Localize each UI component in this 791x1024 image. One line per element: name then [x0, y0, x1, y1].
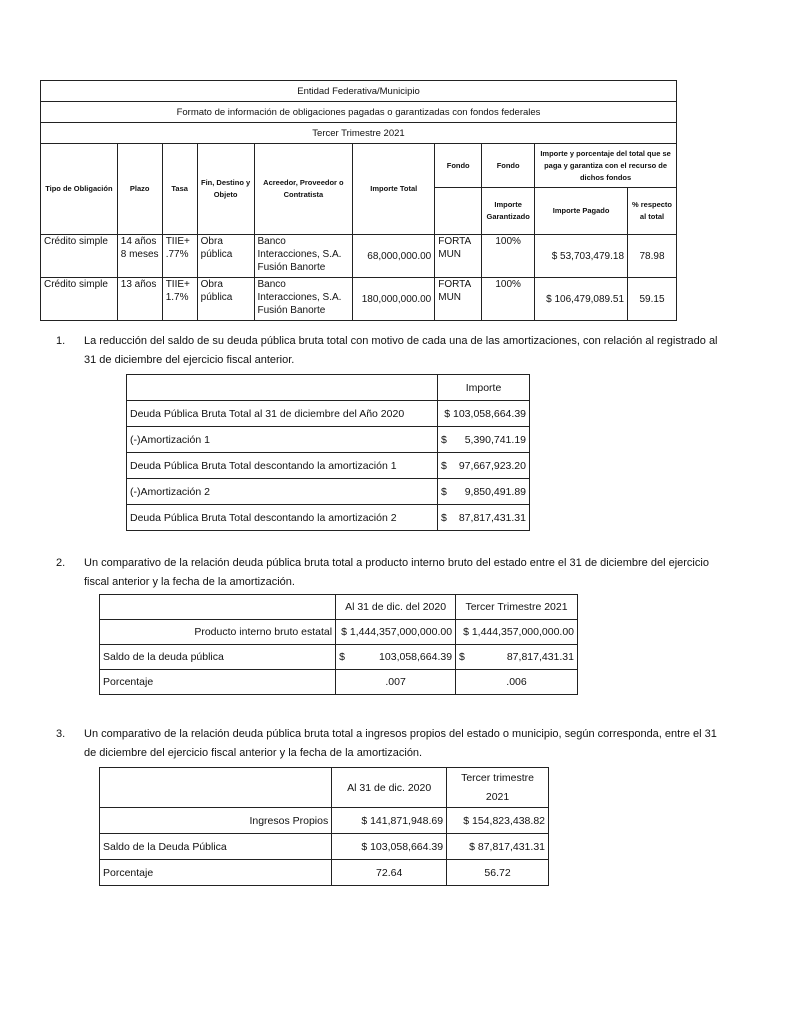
currency-symbol: $: [459, 651, 465, 663]
cell-plazo: 14 años 8 meses: [117, 235, 162, 278]
header-importe-garantizado: Importe Garantizado: [482, 188, 535, 235]
row-label: Porcentaje: [100, 670, 336, 695]
item-text-line-2: 31 de diciembre del ejercicio fiscal anterior.: [84, 354, 295, 366]
header-2020: Al 31 de dic. 2020: [332, 768, 447, 808]
value-2021-cell: [456, 645, 578, 670]
table-row: [100, 620, 578, 645]
row-value-cell: [438, 479, 530, 505]
item-text-line-1: Un comparativo de la relación deuda pública bruta total a ingresos propios del estado o municipio, según corresponda, entre el 31: [84, 728, 717, 740]
value-2020: 103,058,664.39: [379, 651, 453, 663]
cell-acreedor: Banco Interacciones, S.A. Fusión Banorte: [254, 235, 353, 278]
currency-symbol: $: [441, 511, 447, 524]
item-text-line-1: Un comparativo de la relación deuda pública bruta total a producto interno bruto del estado entre el 31 de diciembre del ejercicio: [84, 557, 709, 569]
cell-acreedor: Banco Interacciones, S.A. Fusión Banorte: [254, 278, 353, 321]
table-row: [100, 670, 578, 695]
row-label: Deuda Pública Bruta Total al 31 de diciembre del Año 2020: [127, 401, 438, 427]
table-row: [127, 479, 530, 505]
header-importe-porcentaje: Importe y porcentaje del total que se paga y garantiza con el recurso de dichos fondos: [535, 144, 677, 188]
ingresos-comparison-table: [99, 767, 549, 886]
row-label: (-)Amortización 2: [127, 479, 438, 505]
table-row: [127, 401, 530, 427]
row-value: 9,850,491.89: [464, 485, 526, 498]
row-value: 5,390,741.19: [464, 433, 526, 446]
amortization-table: [126, 374, 530, 531]
row-value-cell: [438, 427, 530, 453]
cell-tasa: TIIE+ .77%: [162, 235, 197, 278]
empty-header: [127, 375, 438, 401]
cell-fin: Obra pública: [197, 278, 254, 321]
value-2020: $ 103,058,664.39: [332, 834, 447, 860]
value-2021: 56.72: [447, 860, 549, 886]
empty-header: [100, 595, 336, 620]
cell-pct: 59.15: [628, 278, 677, 321]
currency-symbol: $: [441, 485, 447, 498]
row-label: Porcentaje: [100, 860, 332, 886]
header-fondo-2: Fondo: [482, 144, 535, 188]
header-2021: [447, 768, 549, 808]
cell-tipo: Crédito simple: [41, 235, 118, 278]
item-number: 3.: [56, 728, 66, 740]
header-2021-line-2: 2021: [485, 790, 510, 803]
value-2021: .006: [456, 670, 578, 695]
header-fondo: Fondo: [435, 144, 482, 188]
header-2021: Tercer Trimestre 2021: [456, 595, 578, 620]
cell-pct: 78.98: [628, 235, 677, 278]
table-row: [41, 235, 677, 278]
header-importe-total: Importe Total: [353, 144, 435, 235]
table-row: [127, 453, 530, 479]
item-text-line-2: fiscal anterior y la fecha de la amortización.: [84, 576, 295, 588]
table-title-entity: Entidad Federativa/Municipio: [41, 81, 677, 102]
cell-garantizado: 100%: [482, 235, 535, 278]
table-row: [127, 427, 530, 453]
value-2021: $ 154,823,438.82: [447, 808, 549, 834]
pib-comparison-table: [99, 594, 578, 695]
value-2020: $ 1,444,357,000,000.00: [336, 620, 456, 645]
cell-pagado: $ 53,703,479.18: [535, 235, 628, 278]
value-2020: $ 141,871,948.69: [332, 808, 447, 834]
cell-fin: Obra pública: [197, 235, 254, 278]
table-row: [100, 808, 549, 834]
cell-fondo: FORTA MUN: [435, 235, 482, 278]
currency-symbol: $: [441, 433, 447, 446]
item-number: 2.: [56, 557, 66, 569]
table-row: [41, 278, 677, 321]
cell-tasa: TIIE+ 1.7%: [162, 278, 197, 321]
table-title-format: Formato de información de obligaciones pagadas o garantizadas con fondos federales: [41, 102, 677, 123]
row-label: Deuda Pública Bruta Total descontando la amortización 2: [127, 505, 438, 531]
currency-symbol: $: [441, 459, 447, 472]
item-text-line-2: de diciembre del ejercicio fiscal anterior y la fecha de la amortización.: [84, 747, 423, 759]
header-2021-line-1: Tercer trimestre: [461, 771, 534, 784]
row-value: 97,667,923.20: [458, 459, 526, 472]
cell-plazo: 13 años: [117, 278, 162, 321]
value-2021: 87,817,431.31: [506, 651, 574, 663]
item-text-line-1: La reducción del saldo de su deuda pública bruta total con motivo de cada una de las amortizaciones, con relación al registrado al: [84, 335, 718, 347]
cell-fondo: FORTA MUN: [435, 278, 482, 321]
table-row: [127, 505, 530, 531]
row-label: Saldo de la Deuda Pública: [100, 834, 332, 860]
cell-importe-total: 180,000,000.00: [353, 278, 435, 321]
cell-garantizado: 100%: [482, 278, 535, 321]
cell-tipo: Crédito simple: [41, 278, 118, 321]
value-2020: 72.64: [332, 860, 447, 886]
row-label: (-)Amortización 1: [127, 427, 438, 453]
value-2020: .007: [336, 670, 456, 695]
item-number: 1.: [56, 335, 66, 347]
row-label: Ingresos Propios: [100, 808, 332, 834]
obligations-table: [40, 80, 677, 321]
header-acreedor: Acreedor, Proveedor o Contratista: [254, 144, 353, 235]
value-2021: $ 1,444,357,000,000.00: [456, 620, 578, 645]
empty-header: [100, 768, 332, 808]
row-label: Deuda Pública Bruta Total descontando la amortización 1: [127, 453, 438, 479]
header-fondo-empty: [435, 188, 482, 235]
header-fin: Fin, Destino y Objeto: [197, 144, 254, 235]
header-pct-total: % respecto al total: [628, 188, 677, 235]
cell-pagado: $ 106,479,089.51: [535, 278, 628, 321]
header-plazo: Plazo: [117, 144, 162, 235]
row-value: 87,817,431.31: [458, 511, 526, 524]
value-2021: $ 87,817,431.31: [447, 834, 549, 860]
header-importe-pagado: Importe Pagado: [535, 188, 628, 235]
table-row: [100, 860, 549, 886]
row-value-cell: [438, 505, 530, 531]
currency-symbol: $: [339, 651, 345, 663]
table-row: [100, 645, 578, 670]
row-label: Producto interno bruto estatal: [100, 620, 336, 645]
header-2020: Al 31 de dic. del 2020: [336, 595, 456, 620]
header-importe: Importe: [438, 375, 530, 401]
table-title-period: Tercer Trimestre 2021: [41, 123, 677, 144]
row-value: $ 103,058,664.39: [438, 401, 530, 427]
table-row: [100, 834, 549, 860]
header-tipo: Tipo de Obligación: [41, 144, 118, 235]
row-label: Saldo de la deuda pública: [100, 645, 336, 670]
header-tasa: Tasa: [162, 144, 197, 235]
row-value-cell: [438, 453, 530, 479]
cell-importe-total: 68,000,000.00: [353, 235, 435, 278]
value-2020-cell: [336, 645, 456, 670]
